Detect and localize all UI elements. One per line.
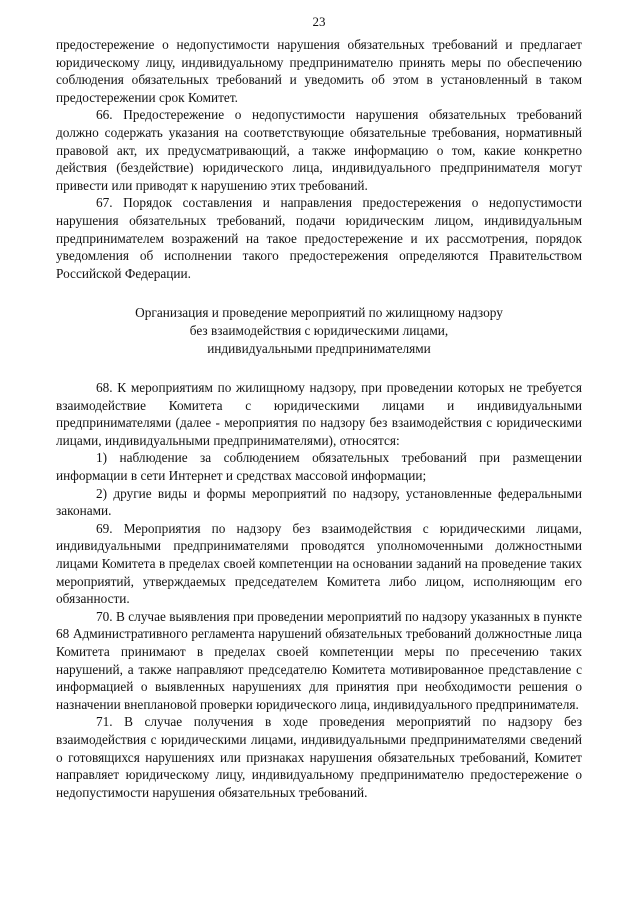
paragraph-66: 66. Предостережение о недопустимости нарушения обязательных требований должно содержать указания на соответствующие обязательные требования, нормативный правовой акт, их предусматривающий, а также информацию о том, какие конкретно действия (бездействие) юридического лица, индивидуального предпринимателя могут привести или приводят к нарушению этих требований. [56, 107, 582, 193]
paragraphs-bottom [56, 379, 582, 801]
paragraph-68-item-1: 1) наблюдение за соблюдением обязательных требований при размещении информации в сети Интернет и средствах массовой информации; [56, 450, 582, 484]
paragraph-70: 70. В случае выявления при проведении мероприятий по надзору указанных в пункте 68 Административного регламента нарушений обязательных требований должностные лица Комитета принимают в пределах своей компетенции меры по пресечению таких нарушений, а также направляют председателю Комитета мотивированное представление с информацией о выявленных нарушениях для принятия при необходимости решения о назначении внеплановой проверки юридического лица, индивидуального предпринимателя. [56, 608, 582, 712]
section-heading [56, 304, 582, 357]
heading-line-2: без взаимодействия с юридическими лицами, [189, 322, 449, 338]
paragraphs-top [56, 36, 582, 282]
paragraph-69: 69. Мероприятия по надзору без взаимодействия с юридическими лицами, индивидуальными предпринимателями проводятся уполномоченными должностными лицами Комитета в пределах своей компетенции на основании заданий на проведение таких мероприятий, утверждаемых председателем Комитета либо лицом, исполняющим его обязанности. [56, 520, 582, 607]
heading-line-3: индивидуальными предпринимателями [207, 340, 431, 356]
paragraph-continuation: предостережение о недопустимости нарушения обязательных требований и предлагает юридическому лицу, индивидуальному предпринимателю принять меры по обеспечению соблюдения обязательных требований и уведомить об этом в установленный в таком предостережении срок Комитет. [56, 37, 582, 105]
paragraph-68-item-2: 2) другие виды и формы мероприятий по надзору, установленные федеральными законами. [56, 485, 582, 519]
paragraph-71: 71. В случае получения в ходе проведения мероприятий по надзору без взаимодействия с юридическими лицами, индивидуальными предпринимателями сведений о готовящихся нарушениях или признаках нарушения обязательных требований, Комитет направляет юридическому лицу, индивидуальному предпринимателю предостережение о недопустимости нарушения обязательных требований. [56, 714, 582, 800]
paragraph-68: 68. К мероприятиям по жилищному надзору, при проведении которых не требуется взаимодействие Комитета с юридическими лицами и индивидуальными предпринимателями (далее - мероприятия по надзору без взаимодействия с юридическими лицами, индивидуальными предпринимателями), относятся: [56, 380, 582, 448]
heading-line-1: Организация и проведение мероприятий по жилищному надзору [135, 305, 503, 321]
page-number: 23 [312, 14, 326, 29]
paragraph-67: 67. Порядок составления и направления предостережения о недопустимости нарушения обязательных требований, подачи юридическим лицом, индивидуальным предпринимателем возражений на такое предостережение и их рассмотрения, порядок уведомления об исполнении такого предостережения определяются Правительством Российской Федерации. [56, 195, 582, 281]
